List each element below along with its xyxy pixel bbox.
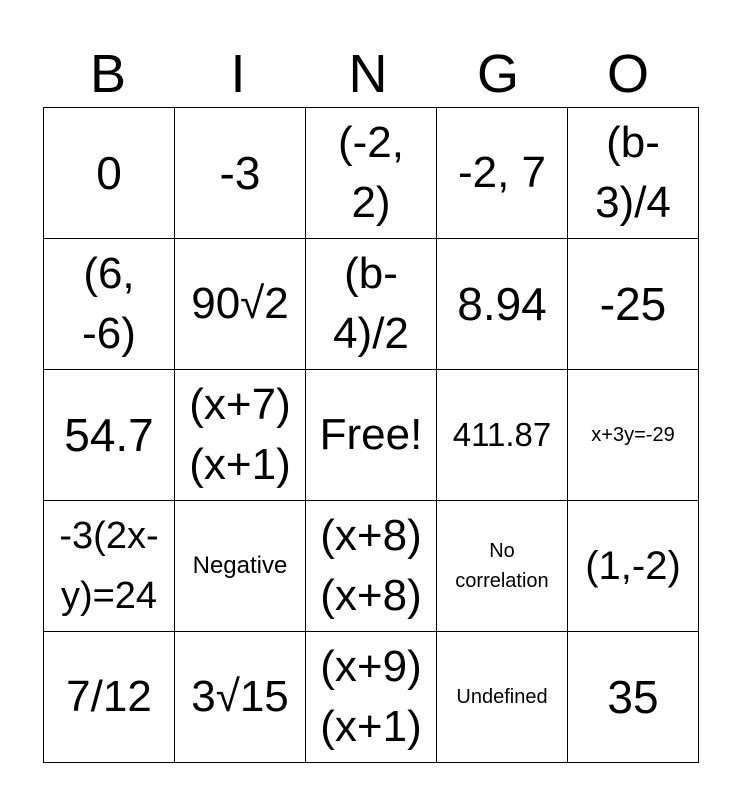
bingo-cell[interactable] xyxy=(437,632,568,763)
cell-text: 3√15 xyxy=(191,672,289,721)
bingo-cell-free[interactable] xyxy=(306,370,437,501)
bingo-cell[interactable] xyxy=(44,108,175,239)
bingo-cell[interactable] xyxy=(175,108,306,239)
bingo-cell[interactable] xyxy=(306,632,437,763)
header-letter-o: O xyxy=(606,44,649,104)
bingo-cell[interactable] xyxy=(568,108,699,239)
bingo-cell[interactable] xyxy=(306,239,437,370)
cell-text: Negative xyxy=(192,552,288,579)
bingo-cell[interactable] xyxy=(175,239,306,370)
bingo-cell[interactable] xyxy=(568,501,699,632)
cell-text: 7/12 xyxy=(66,672,152,721)
cell-text: 8.94 xyxy=(457,278,547,330)
bingo-cell[interactable] xyxy=(175,370,306,501)
cell-text: 90√2 xyxy=(191,279,289,328)
cell-text: (6, -6) xyxy=(82,249,136,358)
grid-row xyxy=(44,632,699,763)
bingo-cell[interactable] xyxy=(437,239,568,370)
cell-text: -3(2x- y)=24 xyxy=(59,515,159,617)
bingo-cell[interactable] xyxy=(306,108,437,239)
bingo-cell[interactable] xyxy=(437,370,568,501)
bingo-grid xyxy=(43,107,699,763)
cell-text: 54.7 xyxy=(64,409,154,461)
bingo-cell[interactable] xyxy=(44,370,175,501)
grid-row xyxy=(44,501,699,632)
bingo-cell[interactable] xyxy=(568,632,699,763)
cell-text: x+3y=-29 xyxy=(591,424,675,446)
bingo-cell[interactable] xyxy=(44,501,175,632)
cell-text: (b- 3)/4 xyxy=(595,118,671,227)
cell-text: -25 xyxy=(599,278,667,330)
header-letter-b: B xyxy=(89,44,127,104)
cell-text: -2, 7 xyxy=(457,148,547,197)
cell-text: 35 xyxy=(607,671,659,723)
cell-text: (x+8) (x+8) xyxy=(320,511,422,620)
grid-row xyxy=(44,370,699,501)
grid-row xyxy=(44,239,699,370)
cell-text: 411.87 xyxy=(452,416,552,453)
cell-text: (-2, 2) xyxy=(338,118,404,227)
cell-text: (x+9) (x+1) xyxy=(320,642,422,751)
cell-text: (b- 4)/2 xyxy=(333,249,409,358)
cell-text: (x+7) (x+1) xyxy=(189,380,291,489)
free-space-text: Free! xyxy=(319,410,423,459)
cell-text: -3 xyxy=(219,147,261,199)
header-letter-g: G xyxy=(476,44,519,104)
bingo-header xyxy=(43,42,693,106)
bingo-cell[interactable] xyxy=(44,632,175,763)
header-letter-n: N xyxy=(348,44,388,104)
bingo-cell[interactable] xyxy=(44,239,175,370)
bingo-cell[interactable] xyxy=(306,501,437,632)
bingo-cell[interactable] xyxy=(437,501,568,632)
header-letter-i: I xyxy=(230,44,246,104)
cell-text: 0 xyxy=(96,147,122,199)
grid-row xyxy=(44,108,699,239)
bingo-cell[interactable] xyxy=(568,239,699,370)
cell-text: (1,-2) xyxy=(585,544,681,588)
bingo-cell[interactable] xyxy=(175,632,306,763)
bingo-cell[interactable] xyxy=(568,370,699,501)
cell-text: No correlation xyxy=(455,540,549,592)
bingo-cell[interactable] xyxy=(437,108,568,239)
bingo-cell[interactable] xyxy=(175,501,306,632)
cell-text: Undefined xyxy=(456,686,548,708)
